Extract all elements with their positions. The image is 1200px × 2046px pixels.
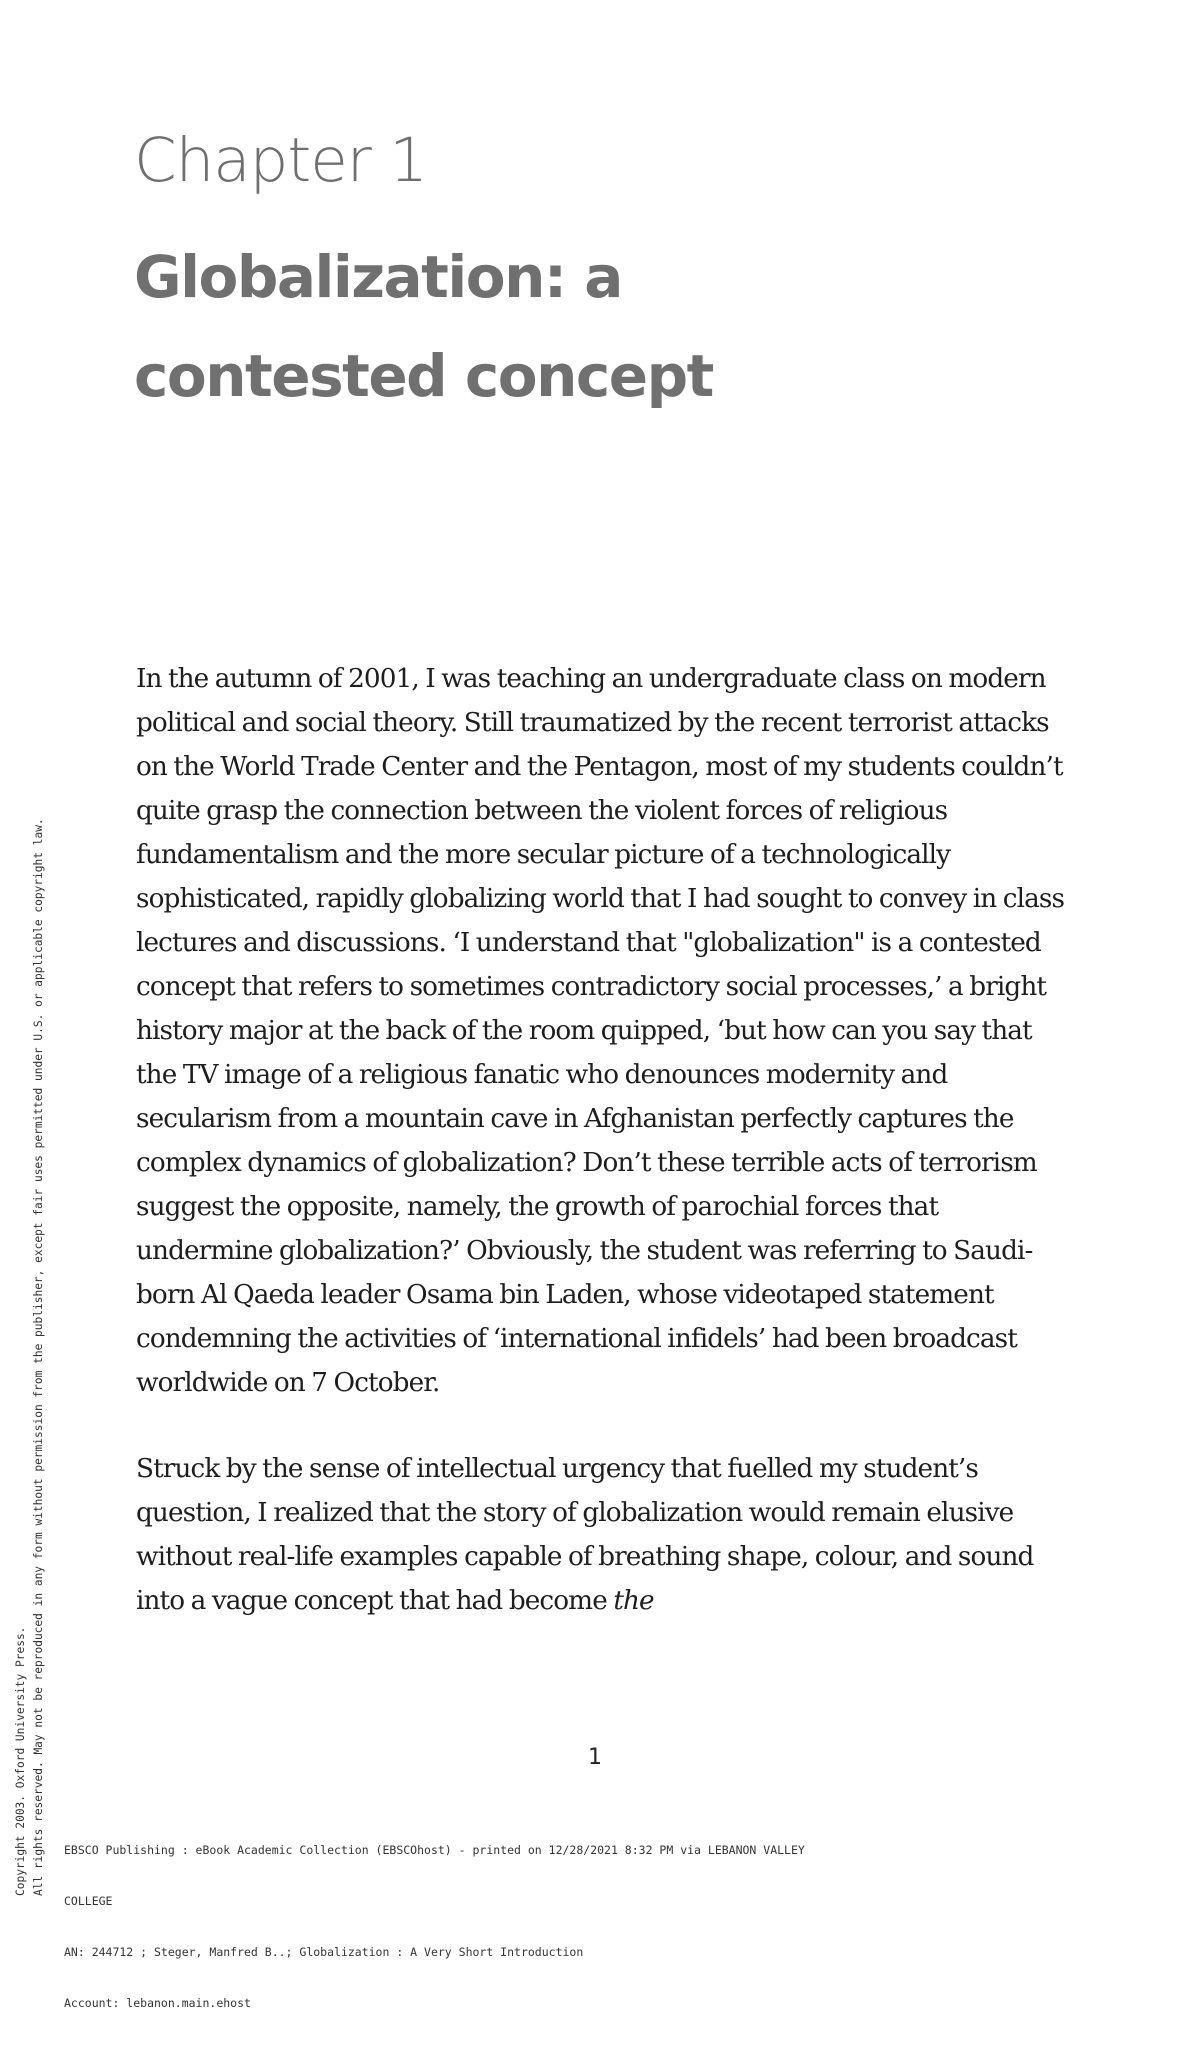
page-number: 1 — [588, 1745, 602, 1770]
side-copyright-notice — [12, 276, 48, 1896]
footer-line-4: Account: lebanon.main.ehost — [64, 1996, 251, 2010]
paragraph-2-text: Struck by the sense of intellectual urgency that fuelled my student’s question, I realized that the story of globalization would remain elusive without real-life examples capable of breathing shape, colour, and sound into a vague concept that had become — [136, 1454, 1034, 1616]
footer-line-3: AN: 244712 ; Steger, Manfred B..; Globalization : A Very Short Introduction — [64, 1945, 584, 1959]
ebsco-footer — [64, 1808, 1134, 2046]
chapter-title-line-2: contested concept — [134, 342, 713, 410]
body-text — [136, 657, 1071, 1665]
paragraph-1: In the autumn of 2001, I was teaching an undergraduate class on modern political and social theory. Still traumatized by the recent terrorist attacks on the World Trade Center and the Pentagon, most of my students couldn’t quite grasp the connection between the violent forces of religious fundamentalism and the more secular picture of a technologically sophisticated, rapidly globalizing world that I had sought to convey in class lectures and discussions. ‘I understand that "globalization" is a contested concept that refers to sometimes contradictory social processes,’ a bright history major at the back of the room quipped, ‘but how can you say that the TV image of a religious fanatic who denounces modernity and secularism from a mountain cave in Afghanistan perfectly captures the complex dynamics of globalization? Don’t these terrible acts of terrorism suggest the opposite, namely, the growth of parochial forces that undermine globalization?’ Obviously, the student was referring to Saudi-born Al Qaeda leader Osama bin Laden, whose videotaped statement condemning the activities of ‘international infidels’ had been broadcast worldwide on 7 October. — [136, 664, 1065, 1398]
footer-line-1: EBSCO Publishing : eBook Academic Collection (EBSCOhost) - printed on 12/28/2021 8:32 PM via LEBANON VALLEY — [64, 1843, 805, 1857]
chapter-title — [134, 228, 1034, 426]
chapter-title-line-1: Globalization: a — [134, 243, 622, 311]
footer-line-2: COLLEGE — [64, 1894, 113, 1908]
copyright-line-2: All rights reserved. May not be reproduced in any form without permission from the publisher, except fair uses permitted under U.S. or applicable copyright law. — [32, 818, 45, 1896]
paragraph-2 — [136, 1447, 1071, 1623]
chapter-label: Chapter 1 — [134, 125, 428, 196]
copyright-line-1: Copyright 2003. Oxford University Press. — [14, 1626, 27, 1896]
paragraph-2-italic: the — [613, 1586, 654, 1616]
